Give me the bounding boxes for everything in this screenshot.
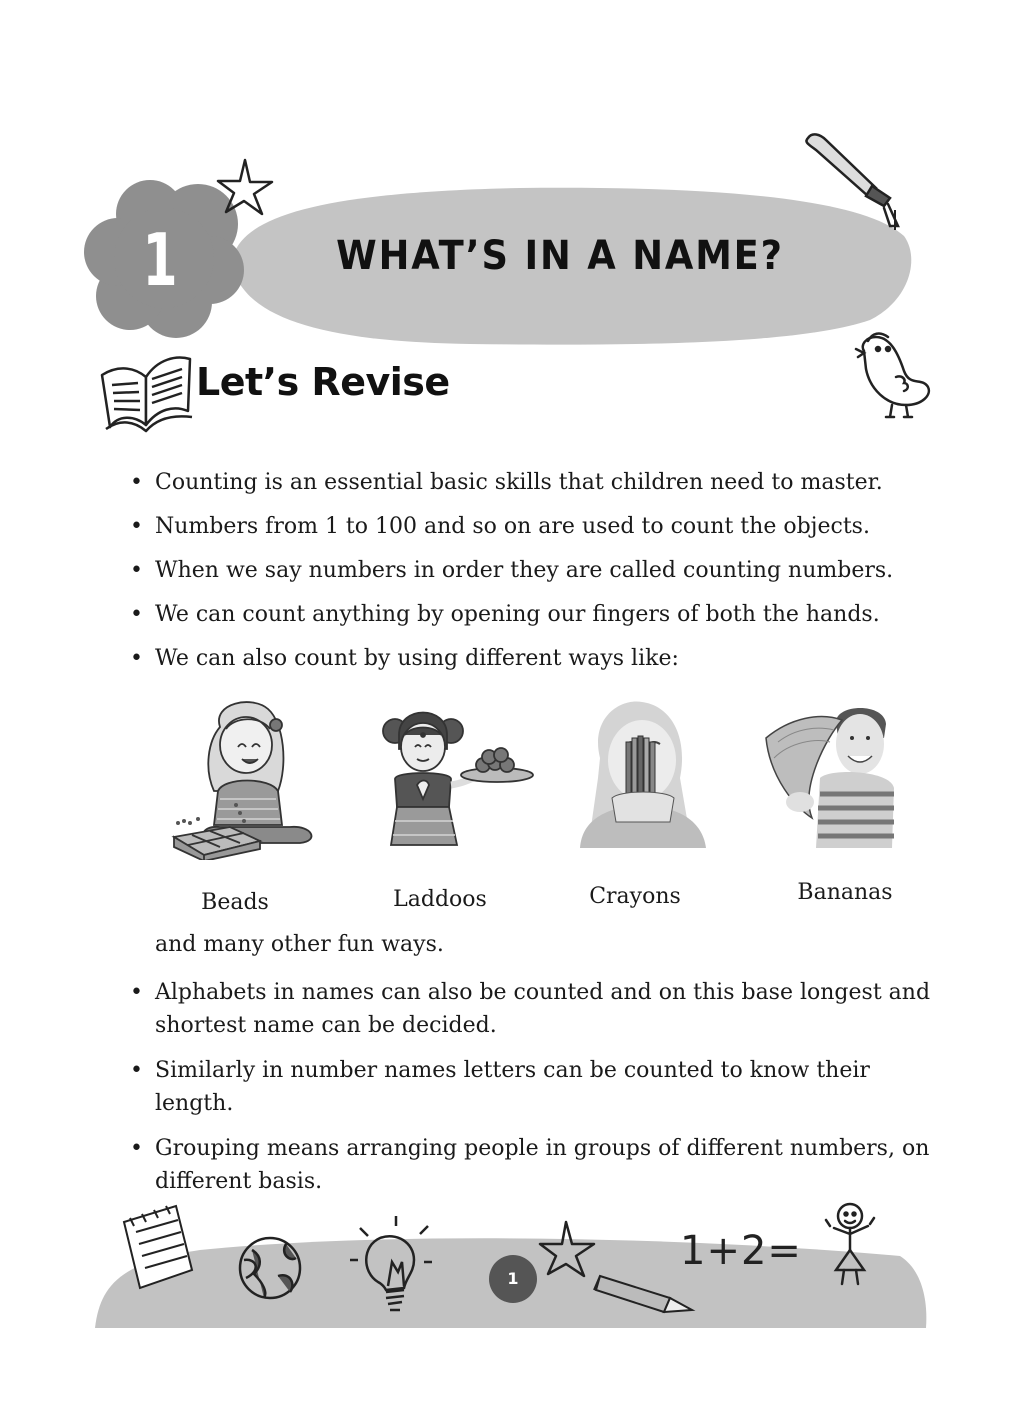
list-item: • When we say numbers in order they are called counting numbers. <box>130 554 950 587</box>
beads-item <box>160 695 330 915</box>
item-label: Crayons <box>589 884 681 909</box>
bananas-boy-photo <box>760 698 900 848</box>
revision-list-bottom <box>130 976 950 1210</box>
list-item: • We can also count by using different ways like: <box>130 642 950 675</box>
crayons-item <box>560 698 730 909</box>
list-item: • Alphabets in names can also be counted and on this base longest and shortest name can be decided. <box>130 976 950 1042</box>
page-number: 1 <box>507 1269 519 1288</box>
revision-list-top <box>130 466 950 686</box>
list-item: • Similarly in number names letters can be counted to know their length. <box>130 1054 950 1120</box>
list-item: • Numbers from 1 to 100 and so on are used to count the objects. <box>130 510 950 543</box>
item-label: Bananas <box>797 880 893 905</box>
chapter-number: 1 <box>142 218 178 302</box>
item-label: Laddoos <box>393 887 487 912</box>
beads-girl-illustration <box>160 695 330 860</box>
bananas-item <box>760 698 930 905</box>
laddoos-girl-illustration <box>365 695 535 860</box>
list-item: • Counting is an essential basic skills that children need to master. <box>130 466 950 499</box>
item-label: Beads <box>201 890 269 915</box>
bird-doodle-icon <box>850 325 940 420</box>
chapter-title: WHAT’S IN A NAME? <box>336 233 784 279</box>
continuation-text: and many other fun ways. <box>155 932 444 957</box>
laddoos-item <box>365 695 535 912</box>
list-item: • Grouping means arranging people in groups of different numbers, on different basis. <box>130 1132 950 1198</box>
open-book-icon <box>96 345 196 435</box>
section-heading: Let’s Revise <box>196 360 450 404</box>
crayons-girl-photo <box>560 698 720 848</box>
list-item: • We can count anything by opening our fingers of both the hands. <box>130 598 950 631</box>
math-equation-doodle: 1+2= <box>680 1228 802 1274</box>
